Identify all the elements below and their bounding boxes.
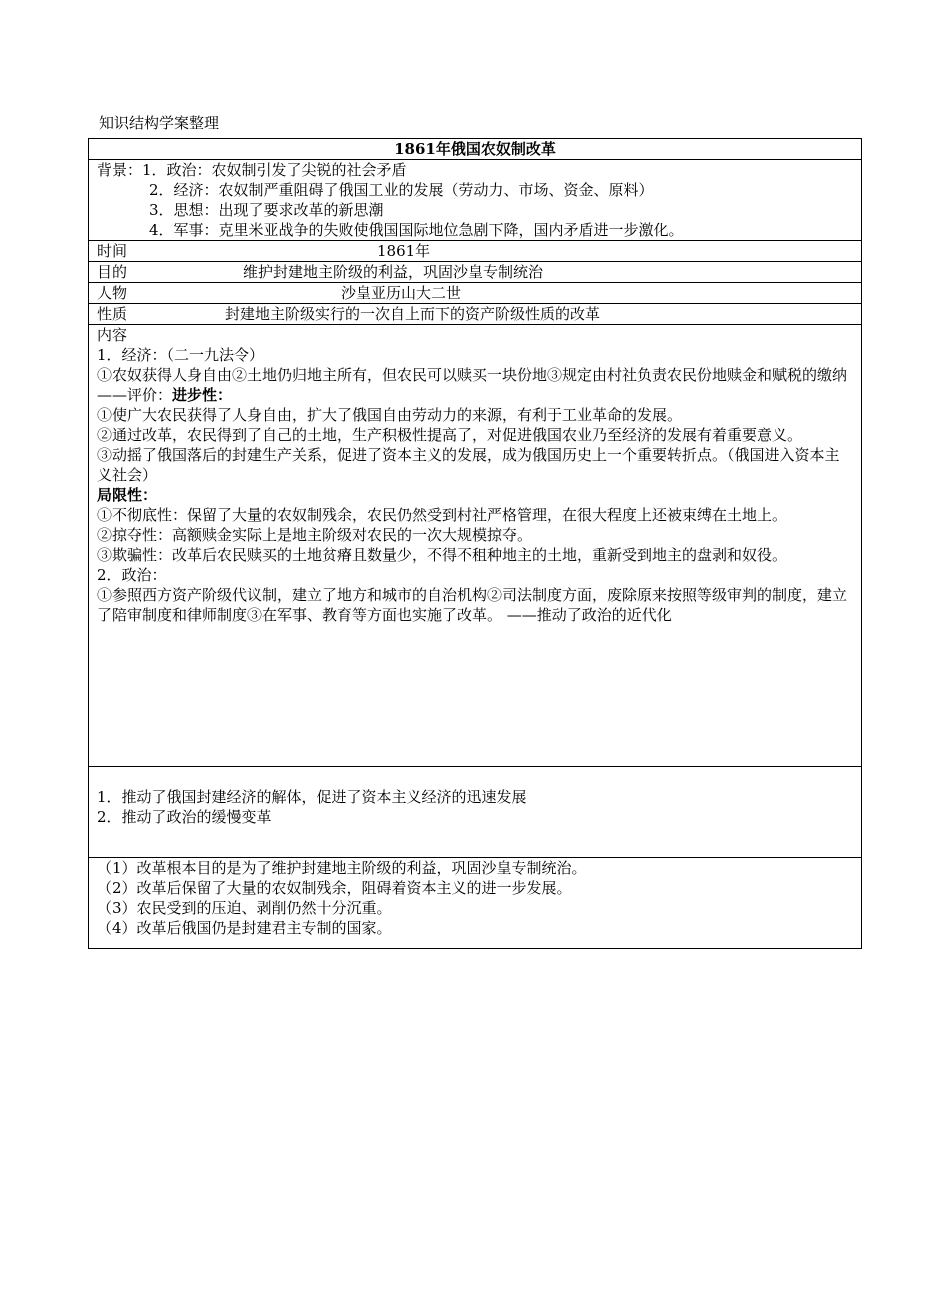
note-item: （2）改革后保留了大量的农奴制残余，阻碍着资本主义的进一步发展。: [97, 879, 572, 897]
politics-text: ①参照西方资产阶级代议制，建立了地方和城市的自治机构②司法制度方面，废除原来按照等级审判的制度，建立了陪审制度和律师制度③在军事、教育等方面也实施了改革。 ——推动了政治的近代化: [97, 586, 848, 624]
note-item: （3）农民受到的压迫、剥削仍然十分沉重。: [97, 899, 392, 917]
economy-text: ①农奴获得人身自由②土地仍归地主所有，但农民可以赎买一块份地③规定由村社负责农民份地赎金和赋税的缴纳: [97, 366, 848, 384]
info-row-nature: [89, 304, 862, 325]
background-cell: [89, 160, 862, 241]
info-label: 人物: [97, 284, 128, 302]
limit-item: ②掠夺性：高额赎金实际上是地主阶级对农民的一次大规模掠夺。: [97, 526, 533, 544]
limit-item: ③欺骗性：改革后农民赎买的土地贫瘠且数量少，不得不租种地主的土地，重新受到地主的盘剥和奴役。: [97, 546, 788, 564]
significance-item: 2．推动了政治的缓慢变革: [97, 808, 272, 826]
info-value: 沙皇亚历山大二世: [341, 284, 462, 302]
info-value: 1861年: [377, 242, 431, 260]
info-row-person: [89, 283, 862, 304]
background-label: 背景：: [97, 161, 143, 179]
significance-item: 1．推动了俄国封建经济的解体，促进了资本主义经济的迅速发展: [97, 788, 527, 806]
progress-item: ①使广大农民获得了人身自由，扩大了俄国自由劳动力的来源，有利于工业革命的发展。: [97, 406, 683, 424]
info-label: 时间: [97, 242, 128, 260]
table-title: 1861年俄国农奴制改革: [89, 139, 862, 160]
evaluation-prefix: ——评价：: [97, 386, 173, 404]
significance-cell: [89, 767, 862, 858]
progress-item: ②通过改革，农民得到了自己的土地，生产积极性提高了，对促进俄国农业乃至经济的发展有着重要意义。: [97, 426, 803, 444]
background-item: 2．经济：农奴制严重阻碍了俄国工业的发展（劳动力、市场、资金、原料）: [149, 181, 654, 199]
progress-item: ③动摇了俄国落后的封建生产关系，促进了资本主义的发展，成为俄国历史上一个重要转折点。（俄国进入资本主义社会）: [97, 446, 840, 484]
note-item: （1）改革根本目的是为了维护封建地主阶级的利益，巩固沙皇专制统治。: [97, 859, 587, 877]
info-value: 维护封建地主阶级的利益，巩固沙皇专制统治: [243, 263, 544, 281]
economy-title: 1．经济：（二一九法令）: [97, 346, 265, 364]
limit-label: 局限性：: [97, 486, 158, 504]
politics-title: 2．政治：: [97, 566, 167, 584]
limit-item: ①不彻底性：保留了大量的农奴制残余，农民仍然受到村社严格管理，在很大程度上还被束缚在土地上。: [97, 506, 788, 524]
document-heading: 知识结构学案整理: [99, 114, 220, 132]
info-value: 封建地主阶级实行的一次自上而下的资产阶级性质的改革: [225, 305, 601, 323]
notes-cell: [89, 858, 862, 949]
content-label: 内容: [97, 326, 128, 344]
progress-label: 进步性：: [172, 386, 233, 404]
note-item: （4）改革后俄国仍是封建君主专制的国家。: [97, 919, 392, 937]
info-row-time: [89, 241, 862, 262]
info-row-purpose: [89, 262, 862, 283]
content-cell: [89, 325, 862, 767]
reform-table: [88, 138, 862, 949]
info-label: 目的: [97, 263, 128, 281]
background-item: 1．政治：农奴制引发了尖锐的社会矛盾: [142, 161, 407, 179]
background-item: 3．思想：出现了要求改革的新思潮: [149, 201, 384, 219]
info-label: 性质: [97, 305, 128, 323]
background-item: 4．军事：克里米亚战争的失败使俄国国际地位急剧下降，国内矛盾进一步激化。: [149, 221, 684, 239]
